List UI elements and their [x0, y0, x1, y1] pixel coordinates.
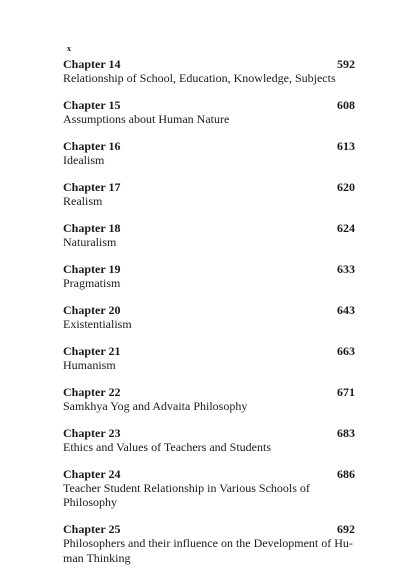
- chapter-title: Idealism: [63, 153, 105, 167]
- toc-entry: [63, 221, 355, 249]
- chapter-label: Chapter 20: [63, 303, 121, 317]
- page-marker: x: [67, 44, 71, 53]
- chapter-label: Chapter 18: [63, 221, 121, 235]
- chapter-title: Assumptions about Human Nature: [63, 112, 230, 126]
- toc-entry: [63, 180, 355, 208]
- page-number: 686: [337, 467, 355, 481]
- chapter-title: Realism: [63, 194, 103, 208]
- toc-entry: [63, 522, 355, 566]
- chapter-label: Chapter 21: [63, 344, 121, 358]
- toc-entry: [63, 426, 355, 454]
- toc-entry: [63, 262, 355, 290]
- chapter-title: Teacher Student Relationship in Various Schools of Philosophy: [63, 481, 310, 509]
- toc-entry: [63, 98, 355, 126]
- chapter-label: Chapter 23: [63, 426, 121, 440]
- page-number: 633: [337, 262, 355, 276]
- page-number: 613: [337, 139, 355, 153]
- chapter-label: Chapter 15: [63, 98, 121, 112]
- chapter-title: Existentialism: [63, 317, 132, 331]
- toc-entry: [63, 344, 355, 372]
- page-number: 663: [337, 344, 355, 358]
- chapter-label: Chapter 19: [63, 262, 121, 276]
- page-number: 643: [337, 303, 355, 317]
- chapter-title: Pragmatism: [63, 276, 121, 290]
- page-number: 620: [337, 180, 355, 194]
- page-number: 608: [337, 98, 355, 112]
- chapter-label: Chapter 14: [63, 57, 121, 71]
- chapter-label: Chapter 16: [63, 139, 121, 153]
- chapter-label: Chapter 25: [63, 522, 121, 536]
- chapter-title: Philosophers and their influence on the Development of Hu-man Thinking: [63, 536, 353, 565]
- chapter-label: Chapter 22: [63, 385, 121, 399]
- chapter-label: Chapter 24: [63, 467, 121, 481]
- page-number: 624: [337, 221, 355, 235]
- toc-entry: [63, 467, 355, 509]
- page-number: 683: [337, 426, 355, 440]
- page-number: 692: [337, 522, 355, 536]
- chapter-title: Humanism: [63, 358, 116, 372]
- chapter-title: Naturalism: [63, 235, 117, 249]
- chapter-title: Samkhya Yog and Advaita Philosophy: [63, 399, 248, 413]
- page-number: 592: [337, 57, 355, 71]
- chapter-title: Relationship of School, Education, Knowledge, Subjects: [63, 71, 336, 85]
- page-number: 671: [337, 385, 355, 399]
- toc-entry: [63, 385, 355, 413]
- toc-entry: [63, 303, 355, 331]
- chapter-label: Chapter 17: [63, 180, 121, 194]
- toc-entry: [63, 57, 355, 85]
- table-of-contents: [63, 57, 355, 579]
- chapter-title: Ethics and Values of Teachers and Students: [63, 440, 272, 454]
- toc-entry: [63, 139, 355, 167]
